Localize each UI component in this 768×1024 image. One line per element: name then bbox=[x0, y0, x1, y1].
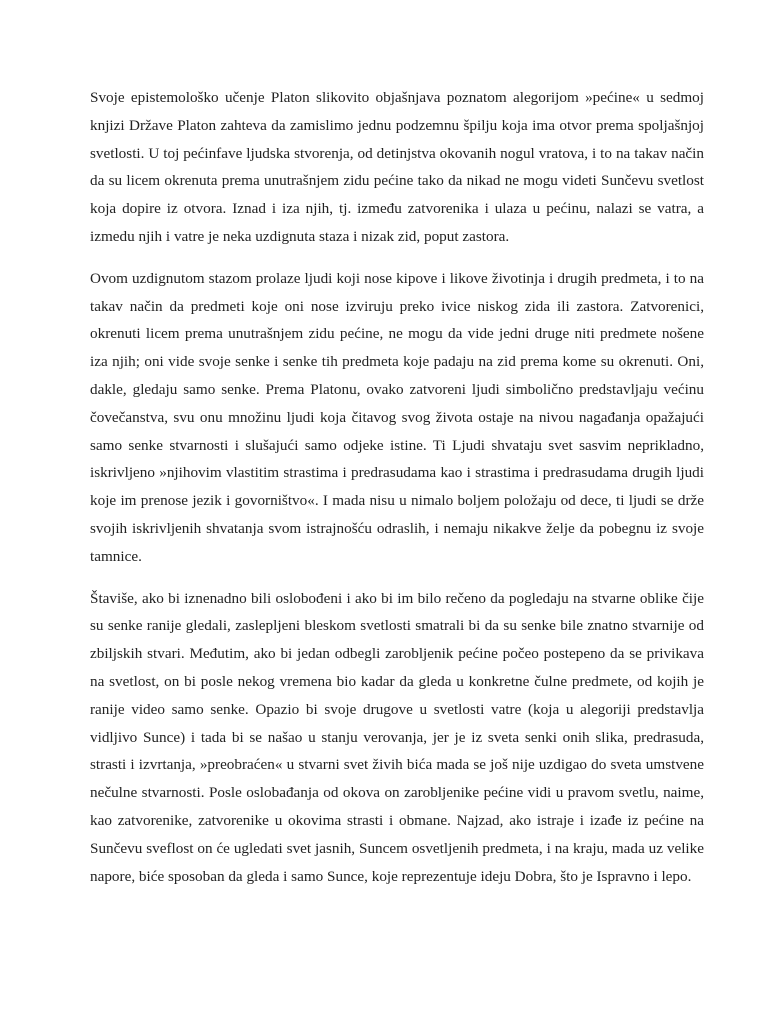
paragraph-3: Štaviše, ako bi iznenadno bili oslobođeni i ako bi im bilo rečeno da pogledaju na stvarne oblike čije su senke ranije gledali, zaslepljeni bleskom svetlosti smatrali bi da su senke bile znatno stvarnije od zbiljskih stvari. Međutim, ako bi jedan odbegli zarobljenik pećine počeo postepeno da se privikava na svetlost, on bi posle nekog vremena bio kadar da gleda u konkretne čulne predmete, od kojih je ranije video samo senke. Opazio bi svoje drugove u svetlosti vatre (koja u alegoriji predstavlja vidljivo Sunce) i tada bi se našao u stanju verovanja, jer je iz sveta senki onih slika, predrasuda, strasti i izvrtanja, »preobraćen« u stvarni svet živih bića mada se još nije uzdigao do sveta umstvene nečulne stvarnosti. Posle oslobađanja od okova on zarobljenike pećine vidi u pravom svetlu, naime, kao zatvorenike, zatvorenike u okovima strasti i obmane. Najzad, ako istraje i izađe iz pećine na Sunčevu sveflost on će ugledati svet jasnih, Suncem osvetljenih predmeta, i na kraju, mada uz velike napore, biće sposoban da gleda i samo Sunce, koje reprezentuje ideju Dobra, što je Ispravno i lepo. bbox=[90, 589, 704, 885]
paragraph-1: Svoje epistemološko učenje Platon slikovito objašnjava poznatom alegorijom »pećine« u sedmoj knjizi Države Platon zahteva da zamislimo jednu podzemnu špilju koja ima otvor prema spoljašnjoj svetlosti. U toj pećinfave ljudska stvorenja, od detinjstva okovanih nogul vratova, i to na takav način da su licem okrenuta prema unutrašnjem zidu pećine tako da nikad ne mogu videti Sunčevu svetlost koja dopire iz otvora. Iznad i iza njih, tj. između zatvorenika i ulaza u pećinu, nalazi se vatra, a izmedu njih i vatre je neka uzdignuta staza i nizak zid, poput zastora. bbox=[90, 89, 704, 245]
document-page bbox=[90, 84, 704, 904]
paragraph-2: Ovom uzdignutom stazom prolaze ljudi koji nose kipove i likove životinja i drugih predmeta, i to na takav način da predmeti koje oni nose izviruju preko ivice niskog zida ili zastora. Zatvorenici, okrenuti licem prema unutrašnjem zidu pećine, ne mogu da vide jedni druge niti predmete nošene iza njih; oni vide svoje senke i senke tih predmeta koje padaju na zid prema kome su okrenuti. Oni, dakle, gledaju samo senke. Prema Platonu, ovako zatvoreni ljudi simbolično predstavljaju većinu čovečanstva, svu onu množinu ljudi koja čitavog svog života ostaje na nivou nagađanja opažajući samo senke stvarnosti i slušajući samo odjeke istine. Ti Ljudi shvataju svet sasvim neprikladno, iskrivljeno »njihovim vlastitim strastima i predrasudama kao i strastima i predrasudama drugih ljudi koje im prenose jezik i govorništvo«. I mada nisu u nimalo boljem položaju od dece, ti ljudi se drže svojih iskrivljenih shvatanja svom istrajnošću odraslih, i nemaju nikakve želje da pobegnu iz svoje tamnice. bbox=[90, 269, 704, 565]
